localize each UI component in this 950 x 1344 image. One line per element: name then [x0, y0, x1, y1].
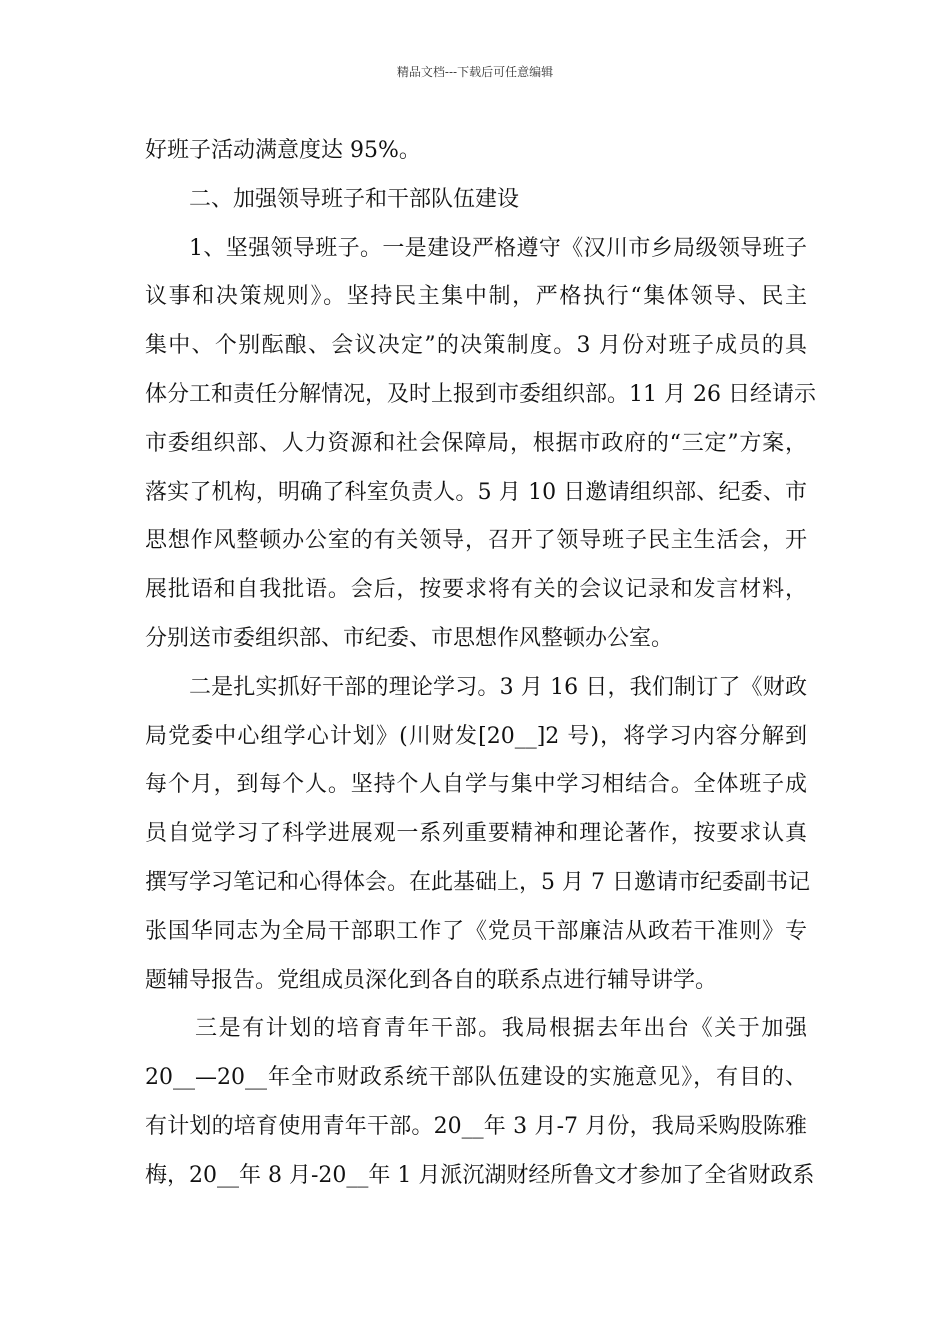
text-line: 有计划的培育使用青年干部。20__年 3 月-7 月份，我局采购股陈雅	[145, 1113, 807, 1139]
paragraph	[145, 127, 807, 176]
paragraph	[145, 225, 816, 664]
text-line: 员自觉学习了科学进展观一系列重要精神和理论著作，按要求认真	[145, 821, 807, 847]
text-line: 议事和决策规则》。坚持民主集中制，严格执行“集体领导、民主	[145, 284, 807, 310]
text-line: 落实了机构，明确了科室负责人。5 月 10 日邀请组织部、纪委、市	[145, 479, 807, 505]
text-line: 集中、个别酝酿、会议决定”的决策制度。3 月份对班子成员的具	[145, 333, 807, 359]
text-line: 展批语和自我批语。会后，按要求将有关的会议记录和发言材料，	[145, 577, 807, 603]
text-line: 体分工和责任分解情况，及时上报到市委组织部。11 月 26 日经请示	[145, 381, 816, 407]
text-line: 题辅导报告。党组成员深化到各自的联系点进行辅导讲学。	[145, 967, 718, 993]
document-body	[145, 127, 816, 1201]
text-line: 20__—20__年全市财政系统干部队伍建设的实施意见》，有目的、	[145, 1065, 807, 1091]
text-line: 思想作风整顿办公室的有关领导，召开了领导班子民主生活会，开	[145, 528, 807, 554]
text-line: 三是有计划的培育青年干部。我局根据去年出台《关于加强	[195, 1016, 807, 1042]
paragraph	[145, 664, 810, 1006]
page-header: 精品文档---下载后可任意编辑	[396, 65, 554, 79]
text-line: 二是扎实抓好干部的理论学习。3 月 16 日，我们制订了《财政	[189, 674, 807, 700]
text-line: 1、坚强领导班子。一是建设严格遵守《汉川市乡局级领导班子	[189, 235, 807, 261]
text-line: 每个月，到每个人。坚持个人自学与集中学习相结合。全体班子成	[145, 772, 807, 798]
text-line: 张国华同志为全局干部职工作了《党员干部廉洁从政若干准则》专	[145, 918, 807, 944]
text-line: 二、加强领导班子和干部队伍建设	[189, 186, 520, 212]
section-heading	[145, 176, 807, 225]
paragraph	[145, 1005, 815, 1200]
text-line: 好班子活动满意度达 95%。	[145, 138, 421, 163]
text-line: 局党委中心组学心计划》(川财发[20__]2 号)，将学习内容分解到	[145, 723, 807, 749]
text-line: 分别送市委组织部、市纪委、市思想作风整顿办公室。	[145, 625, 674, 651]
text-line: 撰写学习笔记和心得体会。在此基础上，5 月 7 日邀请市纪委副书记	[145, 869, 810, 895]
text-line: 梅，20__年 8 月-20__年 1 月派沉湖财经所鲁文才参加了全省财政系	[145, 1162, 815, 1188]
text-line: 市委组织部、人力资源和社会保障局，根据市政府的“三定”方案，	[145, 430, 807, 456]
